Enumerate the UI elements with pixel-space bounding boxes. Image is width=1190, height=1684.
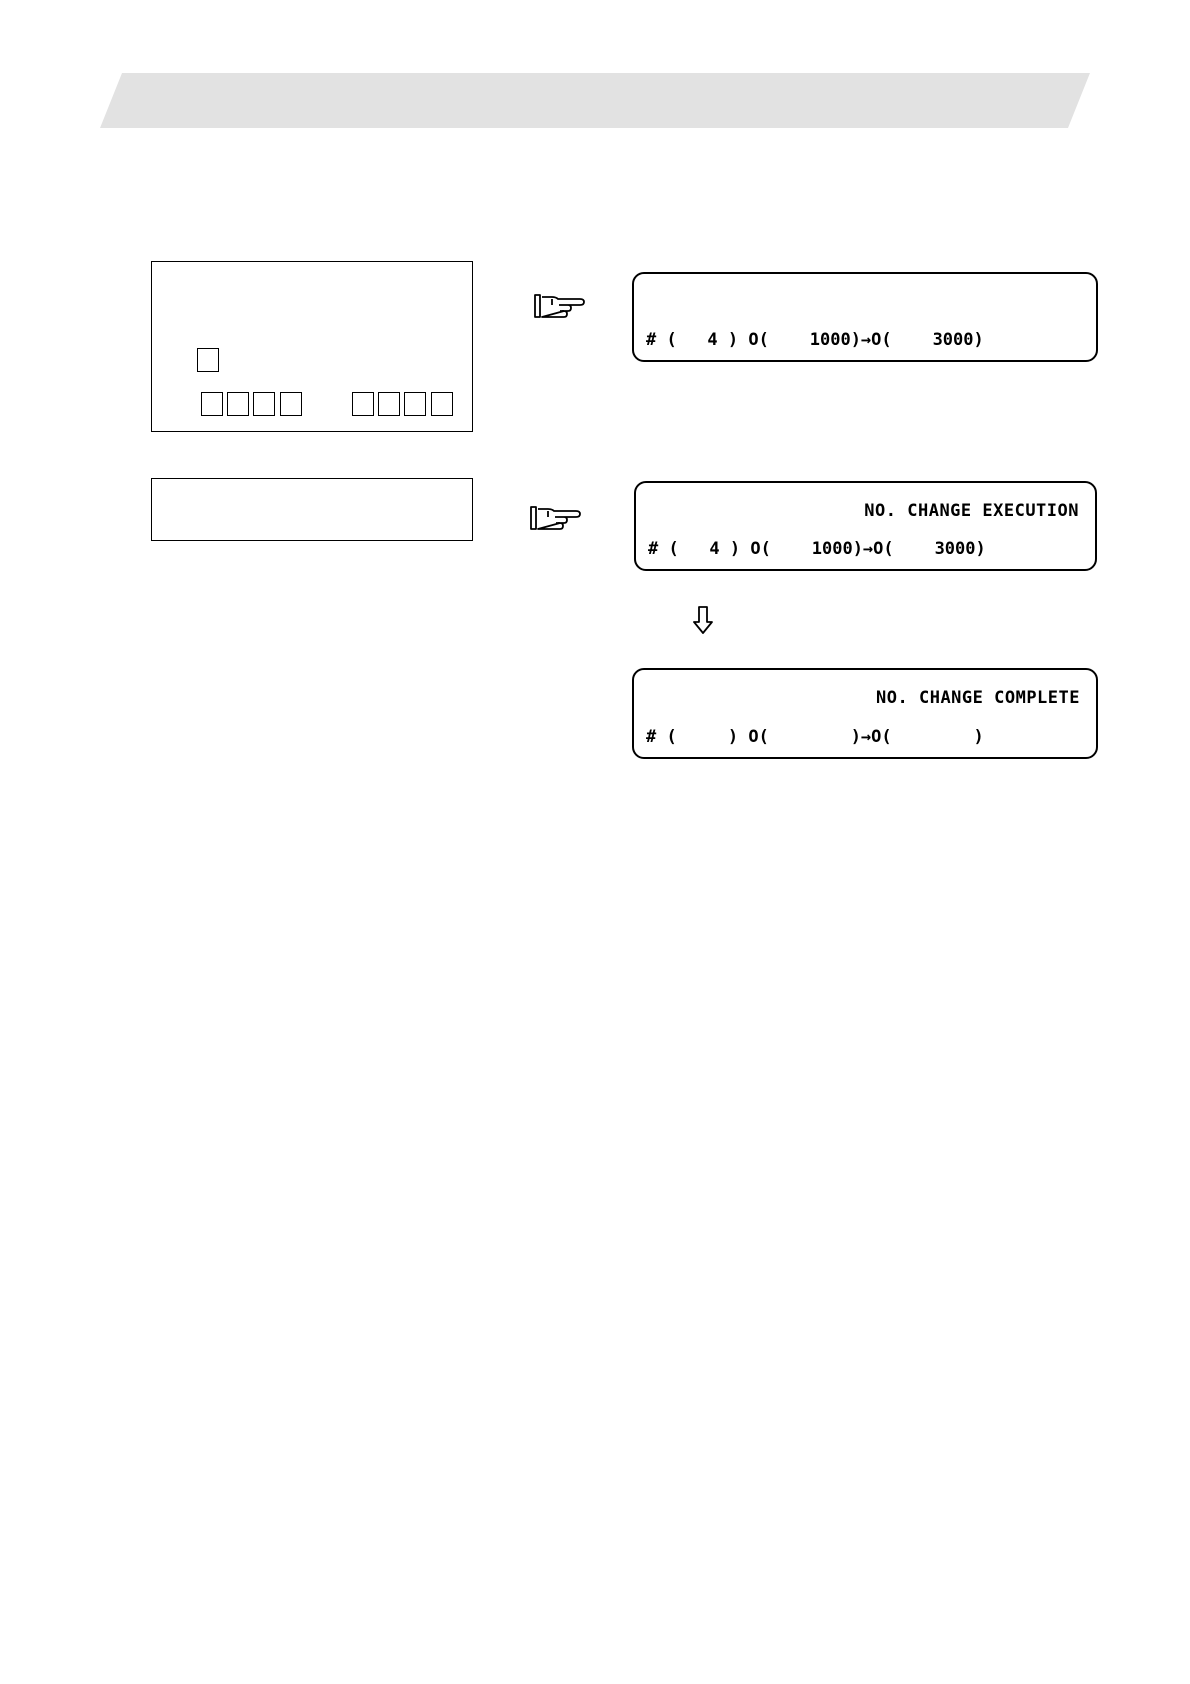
key-single[interactable]: [197, 348, 219, 372]
key-group-1-4[interactable]: [280, 392, 302, 416]
key-group-2-4[interactable]: [431, 392, 453, 416]
program-number-line: # ( 4 ) O( 1000)→O( 3000): [646, 330, 984, 350]
key-group-1-1[interactable]: [201, 392, 223, 416]
program-number-line: # ( ) O( )→O( ): [646, 727, 984, 747]
program-number-line: # ( 4 ) O( 1000)→O( 3000): [648, 539, 986, 559]
down-arrow-icon: [692, 606, 714, 634]
key-group-2-3[interactable]: [404, 392, 426, 416]
pointing-hand-icon: [533, 293, 587, 319]
section-header-banner: [100, 73, 1090, 128]
key-group-2-2[interactable]: [378, 392, 400, 416]
status-message: NO. CHANGE EXECUTION: [864, 501, 1079, 521]
pointing-hand-icon: [529, 505, 583, 531]
key-operation-box-2: [151, 478, 473, 541]
key-operation-box-1: [151, 261, 473, 432]
cnc-screen-execution: [634, 481, 1097, 571]
cnc-screen-initial: [632, 272, 1098, 362]
key-group-1-3[interactable]: [253, 392, 275, 416]
cnc-screen-complete: [632, 668, 1098, 759]
key-group-2-1[interactable]: [352, 392, 374, 416]
key-group-1-2[interactable]: [227, 392, 249, 416]
status-message: NO. CHANGE COMPLETE: [876, 688, 1080, 708]
